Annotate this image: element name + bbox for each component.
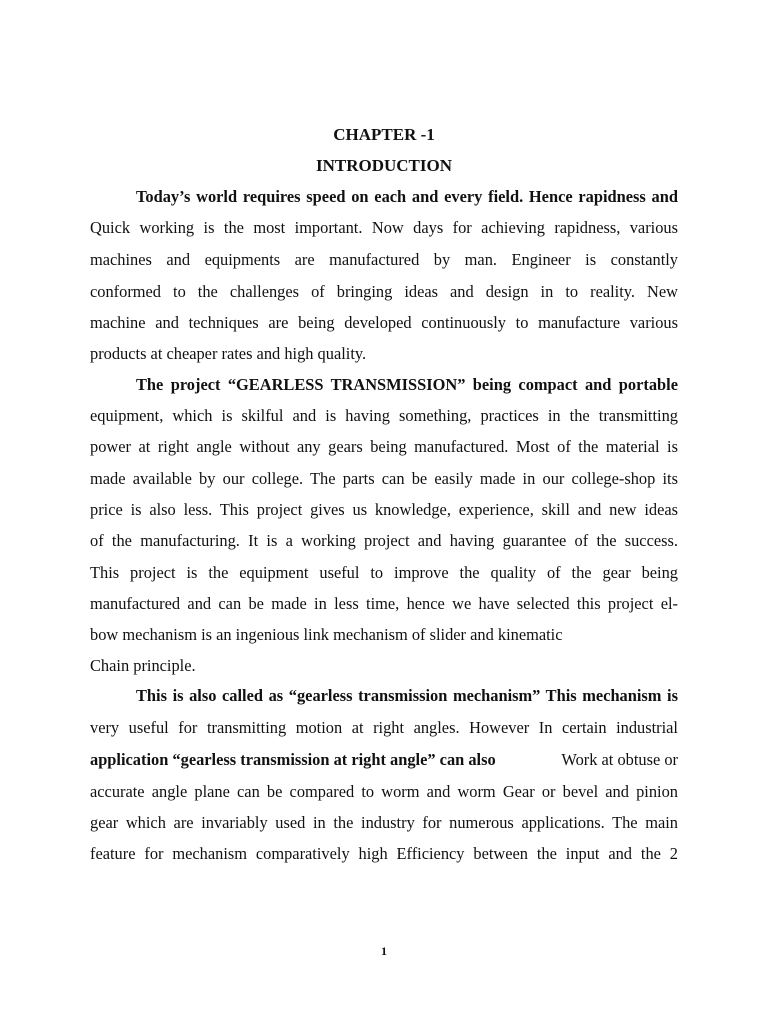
paragraph-line: machines and equipments are manufactured by man. Engineer is constantly xyxy=(90,250,678,269)
paragraph-line: very useful for transmitting motion at right angles. However In certain industrial xyxy=(90,718,678,737)
paragraph-line: price is also less. This project gives us knowledge, experience, skill and new ideas xyxy=(90,500,678,519)
chapter-title: CHAPTER -1 xyxy=(333,125,435,144)
paragraph-line: This project is the equipment useful to improve the quality of the gear being xyxy=(90,563,678,582)
paragraph-line: power at right angle without any gears being manufactured. Most of the material is xyxy=(90,437,678,456)
page-number: 1 xyxy=(381,944,387,958)
paragraph-line-mixed xyxy=(90,750,678,770)
paragraph-line: Today’s world requires speed on each and every field. Hence rapidness and xyxy=(136,187,678,206)
paragraph-line: The project “GEARLESS TRANSMISSION” being compact and portable xyxy=(136,375,678,394)
paragraph-line: made available by our college. The parts can be easily made in our college-shop its xyxy=(90,469,678,488)
paragraph-line: Quick working is the most important. Now days for achieving rapidness, various xyxy=(90,218,678,237)
paragraph-line: feature for mechanism comparatively high Efficiency between the input and the 2 xyxy=(90,844,678,863)
section-title: INTRODUCTION xyxy=(315,156,453,175)
paragraph-line: equipment, which is skilful and is having something, practices in the transmitting xyxy=(90,406,678,425)
paragraph-line: Chain principle. xyxy=(90,656,196,675)
paragraph-line: manufactured and can be made in less time, hence we have selected this project el- xyxy=(90,594,678,613)
paragraph-line: bow mechanism is an ingenious link mechanism of slider and kinematic xyxy=(90,625,563,644)
paragraph-line: This is also called as “gearless transmission mechanism” This mechanism is xyxy=(136,686,678,705)
paragraph-line: machine and techniques are being developed continuously to manufacture various xyxy=(90,313,678,332)
paragraph-line: products at cheaper rates and high quality. xyxy=(90,344,367,363)
paragraph-line-tail: Work at obtuse or xyxy=(561,750,678,769)
paragraph-line: accurate angle plane can be compared to worm and worm Gear or bevel and pinion xyxy=(90,782,678,801)
paragraph-line-bold-part: application “gearless transmission at right angle” can also xyxy=(90,750,496,769)
paragraph-line: conformed to the challenges of bringing ideas and design in to reality. New xyxy=(90,282,678,301)
paragraph-line: of the manufacturing. It is a working project and having guarantee of the success. xyxy=(90,531,678,550)
paragraph-line: gear which are invariably used in the industry for numerous applications. The main xyxy=(90,813,678,832)
